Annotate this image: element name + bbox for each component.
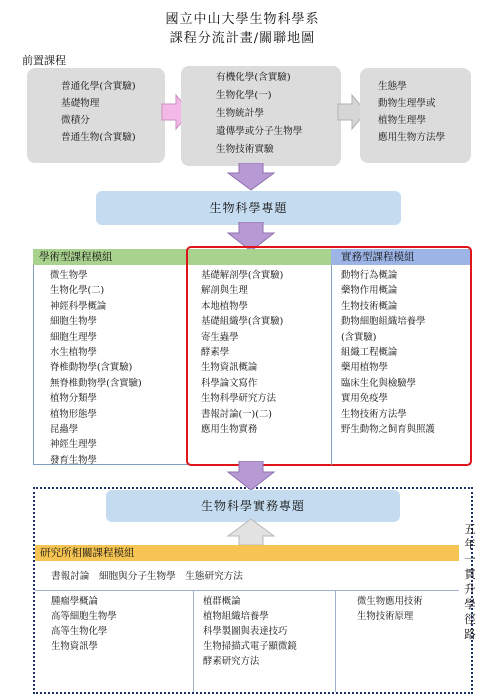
practical-course-list: [341, 268, 435, 437]
vertical-char: 一: [464, 552, 476, 566]
up-arrow-icon: [226, 518, 276, 546]
course-item: 生物技術方法學: [341, 408, 407, 420]
course-item: 細胞生理學: [50, 331, 97, 343]
prereq-box-1: [27, 68, 165, 163]
course-item: 本地植物學: [201, 300, 248, 312]
vertical-char: 五: [464, 522, 476, 536]
course-item: 應用生物實務: [201, 424, 258, 436]
prereq-box-2-list: [216, 69, 302, 159]
course-item: 遺傳學或分子生物學: [216, 126, 303, 137]
graduate-course-list-2: [203, 594, 297, 669]
course-item: 動物生理學或: [378, 98, 436, 109]
course-item: 神經生理學: [50, 439, 97, 451]
course-item: 水生植物學: [50, 347, 97, 359]
course-item: 植物生理學: [378, 115, 426, 126]
page-title-line2: 課程分流計畫/關聯地圖: [169, 31, 316, 46]
practical-topic-bar: 生物科學實務專題: [106, 490, 400, 522]
column-divider: [335, 591, 336, 692]
course-item: 應用生物方法學: [378, 132, 446, 143]
course-item: 生物化學(一): [216, 90, 272, 101]
course-item: 生物技術原理: [357, 611, 414, 622]
vertical-char: 徑: [464, 612, 476, 626]
vertical-char: 學: [464, 597, 476, 611]
prereq-box-2: [181, 66, 341, 166]
course-item: 藥用植物學: [341, 362, 388, 374]
course-item: 植物形態學: [50, 408, 97, 420]
graduate-course-list-1: [51, 594, 117, 654]
academic-course-list-2: [201, 268, 283, 437]
course-item: 細胞生物學: [50, 316, 97, 328]
course-item: 微積分: [61, 115, 90, 126]
course-item: 微生物學: [50, 270, 88, 281]
course-item: 臨床生化與檢驗學: [341, 377, 417, 389]
academic-module-header: 學術型課程模組: [33, 249, 331, 265]
topic-bar: 生物科學專題: [96, 191, 401, 225]
course-item: 有機化學(含實驗): [216, 72, 291, 83]
course-item: 植群概論: [203, 596, 241, 607]
prereq-label: 前置課程: [22, 54, 66, 67]
course-item: 神經科學概論: [50, 300, 107, 312]
course-item: 生物統計學: [216, 108, 264, 119]
course-item: 腫瘤學概論: [51, 596, 98, 607]
course-item: 基礎物理: [61, 98, 100, 109]
prereq-box-1-list: [61, 78, 136, 146]
vertical-char: 年: [464, 537, 476, 551]
course-item: 植物組織培養學: [203, 611, 269, 622]
course-item: 組織工程概論: [341, 347, 398, 359]
academic-course-list-1: [50, 268, 142, 468]
graduate-course-list-3: [357, 594, 423, 624]
course-item: (含實驗): [341, 331, 377, 343]
prereq-box-3: [360, 68, 471, 163]
prereq-box-3-list: [378, 78, 445, 146]
course-item: 生物化學(二): [50, 285, 105, 297]
course-item: 科學製圖與表達技巧: [203, 626, 288, 637]
course-item: 解剖與生理: [201, 285, 248, 297]
course-item: 藥物作用概論: [341, 285, 398, 297]
course-item: 普通化學(含實驗): [61, 81, 136, 92]
course-item: 高等生物化學: [51, 626, 108, 637]
vertical-char: 貫: [464, 567, 476, 581]
down-arrow-icon: [226, 163, 276, 191]
course-item: 生物掃描式電子顯微鏡: [203, 641, 297, 652]
down-arrow-icon: [226, 461, 276, 491]
course-item: 酵素學: [201, 347, 230, 359]
course-item: 基礎解剖學(含實驗): [201, 270, 284, 281]
course-item: 植物分類學: [50, 393, 97, 405]
column-divider: [193, 591, 194, 692]
vertical-char: 路: [464, 627, 476, 641]
course-item: 普通生物(含實驗): [61, 132, 136, 143]
course-item: 動物細胞組織培養學: [341, 316, 426, 328]
course-item: 脊椎動物學(含實驗): [50, 362, 133, 374]
course-item: 無脊椎動物學(含實驗): [50, 377, 142, 389]
course-item: 書報討論(一)(二): [201, 408, 272, 420]
course-item: 昆蟲學: [50, 424, 79, 436]
course-item: 動物行為概論: [341, 270, 398, 281]
column-divider: [331, 265, 332, 465]
course-item: 科學論文寫作: [201, 377, 258, 389]
course-item: 寄生蟲學: [201, 331, 239, 343]
course-item: 生態學: [378, 81, 407, 92]
course-item: 生物資訊學: [51, 641, 98, 652]
course-item: 酵素研究方法: [203, 656, 260, 667]
course-item: 野生動物之飼育與照護: [341, 424, 435, 436]
course-item: 實用免疫學: [341, 393, 388, 405]
course-item: 生物科學研究方法: [201, 393, 277, 405]
course-item: 生物資訊概論: [201, 362, 258, 374]
course-item: 基礎組織學(含實驗): [201, 316, 284, 328]
practical-module-header: 實務型課程模組: [331, 249, 471, 265]
five-year-pathway-label: [463, 522, 477, 642]
vertical-char: 升: [464, 582, 476, 596]
page-title-line1: 國立中山大學生物科學系: [165, 12, 320, 27]
graduate-module-header: 研究所相關課程模組: [35, 545, 459, 561]
graduate-core-courses: 書報討論 細胞與分子生物學 生態研究方法: [51, 571, 243, 582]
course-item: 生物技術概論: [341, 300, 398, 312]
graduate-separator: [35, 590, 459, 591]
course-item: 微生物應用技術: [357, 596, 423, 607]
course-item: 發育生物學: [50, 454, 97, 466]
course-item: 高等細胞生物學: [51, 611, 117, 622]
course-item: 生物技術實驗: [216, 144, 274, 155]
